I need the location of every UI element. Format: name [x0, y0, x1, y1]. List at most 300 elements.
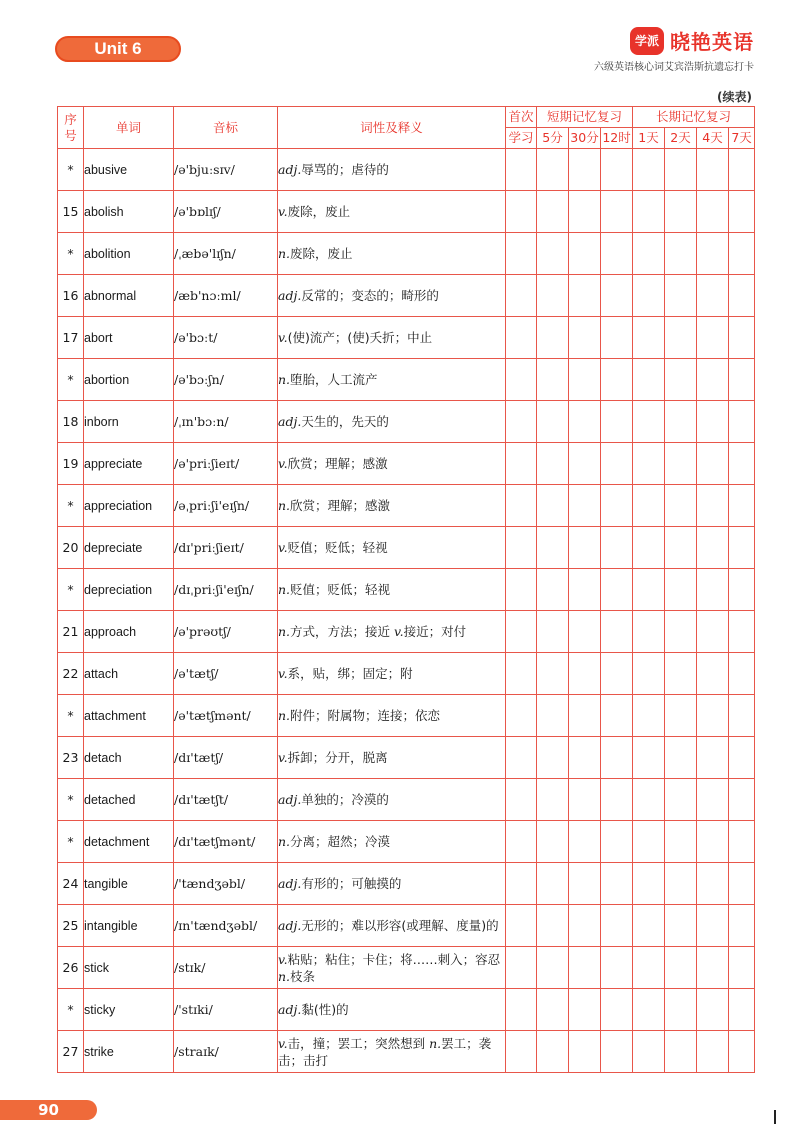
review-checkbox[interactable]	[633, 737, 665, 779]
review-checkbox[interactable]	[665, 611, 697, 653]
table-row	[58, 233, 755, 275]
review-checkbox[interactable]	[537, 401, 569, 443]
review-checkbox[interactable]	[729, 1031, 755, 1073]
row-number: 24	[58, 863, 84, 905]
review-checkbox[interactable]	[729, 905, 755, 947]
review-checkbox[interactable]	[729, 569, 755, 611]
review-checkbox[interactable]	[633, 401, 665, 443]
row-phonetic: /dɪˌpriːʃi'eɪʃn/	[174, 569, 278, 611]
review-checkbox[interactable]	[569, 695, 601, 737]
row-phonetic: /'tændʒəbl/	[174, 863, 278, 905]
table-body	[58, 149, 755, 1073]
review-checkbox[interactable]	[633, 233, 665, 275]
row-phonetic: /ɪn'tændʒəbl/	[174, 905, 278, 947]
review-checkbox[interactable]	[601, 527, 633, 569]
row-phonetic: /dɪ'tætʃt/	[174, 779, 278, 821]
first-study-checkbox[interactable]	[506, 905, 537, 947]
first-study-checkbox[interactable]	[506, 317, 537, 359]
first-study-checkbox[interactable]	[506, 191, 537, 233]
review-checkbox[interactable]	[569, 905, 601, 947]
part-of-speech: n.	[278, 372, 291, 387]
row-phonetic: /straɪk/	[174, 1031, 278, 1073]
review-checkbox[interactable]	[729, 989, 755, 1031]
review-checkbox[interactable]	[697, 947, 729, 989]
row-phonetic: /dɪ'tætʃ/	[174, 737, 278, 779]
part-of-speech: n.	[278, 708, 291, 723]
part-of-speech: n.	[278, 968, 291, 984]
row-phonetic: /ə'bɔːt/	[174, 317, 278, 359]
row-phonetic: /ə'prəʊtʃ/	[174, 611, 278, 653]
review-checkbox[interactable]	[729, 149, 755, 191]
row-definition	[278, 905, 506, 947]
part-of-speech: v.	[278, 666, 288, 681]
review-checkbox[interactable]	[569, 989, 601, 1031]
row-phonetic: /stɪk/	[174, 947, 278, 989]
definition-text: 欣赏；理解；感激	[290, 498, 391, 513]
review-checkbox[interactable]	[601, 485, 633, 527]
review-checkbox[interactable]	[569, 149, 601, 191]
row-definition	[278, 317, 506, 359]
header-interval: 7天	[729, 128, 755, 149]
review-checkbox[interactable]	[697, 653, 729, 695]
first-study-checkbox[interactable]	[506, 569, 537, 611]
review-checkbox[interactable]	[697, 737, 729, 779]
review-checkbox[interactable]	[633, 863, 665, 905]
part-of-speech: v.	[278, 951, 288, 967]
header-long-term: 长期记忆复习	[633, 107, 755, 128]
review-checkbox[interactable]	[697, 989, 729, 1031]
review-checkbox[interactable]	[697, 569, 729, 611]
review-checkbox[interactable]	[729, 275, 755, 317]
review-checkbox[interactable]	[537, 485, 569, 527]
row-definition	[278, 611, 506, 653]
brand-subtitle: 六级英语核心词艾宾浩斯抗遗忘打卡	[594, 62, 754, 73]
row-number: *	[58, 989, 84, 1031]
brand-name: 晓艳英语	[670, 30, 754, 54]
row-definition	[278, 695, 506, 737]
table-row	[58, 275, 755, 317]
table-row	[58, 401, 755, 443]
review-checkbox[interactable]	[633, 485, 665, 527]
header-interval: 12时	[601, 128, 633, 149]
review-checkbox[interactable]	[633, 1031, 665, 1073]
table-row	[58, 779, 755, 821]
part-of-speech: adj.	[278, 414, 302, 429]
row-number: 15	[58, 191, 84, 233]
row-definition	[278, 821, 506, 863]
row-definition	[278, 527, 506, 569]
row-number: 17	[58, 317, 84, 359]
review-checkbox[interactable]	[633, 275, 665, 317]
review-checkbox[interactable]	[697, 1031, 729, 1073]
definition-text: 废除，废止	[287, 204, 351, 219]
review-checkbox[interactable]	[569, 527, 601, 569]
review-checkbox[interactable]	[537, 653, 569, 695]
review-checkbox[interactable]	[601, 611, 633, 653]
first-study-checkbox[interactable]	[506, 527, 537, 569]
table-row	[58, 191, 755, 233]
definition-text: 欣赏；理解；感激	[287, 456, 388, 471]
review-checkbox[interactable]	[697, 695, 729, 737]
review-checkbox[interactable]	[633, 947, 665, 989]
first-study-checkbox[interactable]	[506, 275, 537, 317]
review-checkbox[interactable]	[729, 191, 755, 233]
review-checkbox[interactable]	[601, 191, 633, 233]
review-checkbox[interactable]	[633, 821, 665, 863]
review-checkbox[interactable]	[729, 863, 755, 905]
review-checkbox[interactable]	[633, 149, 665, 191]
review-checkbox[interactable]	[601, 863, 633, 905]
header-short-term: 短期记忆复习	[537, 107, 633, 128]
first-study-checkbox[interactable]	[506, 149, 537, 191]
review-checkbox[interactable]	[633, 989, 665, 1031]
row-definition	[278, 443, 506, 485]
row-word: approach	[84, 611, 174, 653]
review-checkbox[interactable]	[537, 737, 569, 779]
first-study-checkbox[interactable]	[506, 443, 537, 485]
row-definition	[278, 947, 506, 989]
row-phonetic: /ˌɪn'bɔːn/	[174, 401, 278, 443]
header-word: 单词	[84, 107, 174, 149]
first-study-checkbox[interactable]	[506, 359, 537, 401]
review-checkbox[interactable]	[697, 611, 729, 653]
row-phonetic: /æb'nɔːml/	[174, 275, 278, 317]
review-checkbox[interactable]	[665, 947, 697, 989]
review-checkbox[interactable]	[537, 863, 569, 905]
review-checkbox[interactable]	[537, 233, 569, 275]
review-checkbox[interactable]	[697, 863, 729, 905]
row-word: abolish	[84, 191, 174, 233]
review-checkbox[interactable]	[697, 233, 729, 275]
review-checkbox[interactable]	[729, 359, 755, 401]
review-checkbox[interactable]	[537, 695, 569, 737]
row-phonetic: /dɪ'priːʃieɪt/	[174, 527, 278, 569]
vocab-table	[57, 106, 755, 1073]
part-of-speech: n.	[278, 246, 291, 261]
review-checkbox[interactable]	[569, 611, 601, 653]
row-definition	[278, 569, 506, 611]
row-phonetic: /ə'bjuːsɪv/	[174, 149, 278, 191]
review-checkbox[interactable]	[601, 275, 633, 317]
row-phonetic: /əˌpriːʃi'eɪʃn/	[174, 485, 278, 527]
table-row	[58, 737, 755, 779]
review-checkbox[interactable]	[601, 737, 633, 779]
first-study-checkbox[interactable]	[506, 863, 537, 905]
review-checkbox[interactable]	[569, 233, 601, 275]
definition-text: 反常的；变态的；畸形的	[301, 288, 439, 303]
header-meaning: 词性及释义	[278, 107, 506, 149]
definition-text: 系，贴，绑；固定；附	[287, 666, 413, 681]
row-definition	[278, 191, 506, 233]
review-checkbox[interactable]	[537, 527, 569, 569]
review-checkbox[interactable]	[633, 653, 665, 695]
definition-text: 拆卸；分开，脱离	[287, 750, 388, 765]
review-checkbox[interactable]	[537, 443, 569, 485]
row-word: abusive	[84, 149, 174, 191]
first-study-checkbox[interactable]	[506, 401, 537, 443]
review-checkbox[interactable]	[569, 1031, 601, 1073]
review-checkbox[interactable]	[729, 527, 755, 569]
row-word: intangible	[84, 905, 174, 947]
review-checkbox[interactable]	[665, 779, 697, 821]
review-checkbox[interactable]	[697, 359, 729, 401]
header-interval: 1天	[633, 128, 665, 149]
review-checkbox[interactable]	[665, 317, 697, 359]
review-checkbox[interactable]	[697, 401, 729, 443]
definition-text: 贬值；贬低；轻视	[290, 582, 391, 597]
part-of-speech: adj.	[278, 792, 302, 807]
review-checkbox[interactable]	[569, 947, 601, 989]
review-checkbox[interactable]	[665, 443, 697, 485]
review-checkbox[interactable]	[537, 317, 569, 359]
review-checkbox[interactable]	[665, 149, 697, 191]
header-first-study-bottom: 学习	[506, 128, 537, 149]
review-checkbox[interactable]	[665, 485, 697, 527]
definition-text: 黏(性)的	[301, 1002, 349, 1017]
review-checkbox[interactable]	[537, 191, 569, 233]
review-checkbox[interactable]	[537, 569, 569, 611]
review-checkbox[interactable]	[697, 905, 729, 947]
review-checkbox[interactable]	[601, 779, 633, 821]
table-header	[58, 107, 755, 149]
review-checkbox[interactable]	[633, 359, 665, 401]
review-checkbox[interactable]	[569, 275, 601, 317]
review-checkbox[interactable]	[537, 359, 569, 401]
review-checkbox[interactable]	[729, 695, 755, 737]
table-row	[58, 989, 755, 1031]
brand	[630, 26, 754, 55]
review-checkbox[interactable]	[569, 485, 601, 527]
definition-text: 粘贴；粘住；卡住；将……刺入；容忍	[287, 951, 501, 967]
row-phonetic: /ə'bɒlɪʃ/	[174, 191, 278, 233]
review-checkbox[interactable]	[601, 401, 633, 443]
review-checkbox[interactable]	[729, 443, 755, 485]
review-checkbox[interactable]	[537, 989, 569, 1031]
review-checkbox[interactable]	[729, 485, 755, 527]
row-number: 22	[58, 653, 84, 695]
row-phonetic: /ə'priːʃieɪt/	[174, 443, 278, 485]
review-checkbox[interactable]	[665, 233, 697, 275]
definition-text: 贬值；贬低；轻视	[287, 540, 388, 555]
review-checkbox[interactable]	[601, 653, 633, 695]
part-of-speech: n.	[278, 582, 291, 597]
review-checkbox[interactable]	[665, 359, 697, 401]
definition-text: 单独的；冷漠的	[301, 792, 389, 807]
definition-text: 无形的；难以形容(或理解、度量)的	[301, 918, 499, 933]
review-checkbox[interactable]	[569, 359, 601, 401]
review-checkbox[interactable]	[569, 863, 601, 905]
row-number: 18	[58, 401, 84, 443]
review-checkbox[interactable]	[569, 401, 601, 443]
row-phonetic: /dɪ'tætʃmənt/	[174, 821, 278, 863]
first-study-checkbox[interactable]	[506, 233, 537, 275]
row-word: detachment	[84, 821, 174, 863]
row-phonetic: /'stɪki/	[174, 989, 278, 1031]
review-checkbox[interactable]	[729, 653, 755, 695]
table-row	[58, 1031, 755, 1073]
review-checkbox[interactable]	[665, 863, 697, 905]
review-checkbox[interactable]	[729, 401, 755, 443]
review-checkbox[interactable]	[697, 149, 729, 191]
review-checkbox[interactable]	[601, 233, 633, 275]
first-study-checkbox[interactable]	[506, 485, 537, 527]
review-checkbox[interactable]	[537, 611, 569, 653]
review-checkbox[interactable]	[537, 275, 569, 317]
row-definition	[278, 863, 506, 905]
review-checkbox[interactable]	[633, 779, 665, 821]
review-checkbox[interactable]	[665, 191, 697, 233]
review-checkbox[interactable]	[697, 275, 729, 317]
table-row	[58, 653, 755, 695]
review-checkbox[interactable]	[633, 611, 665, 653]
first-study-checkbox[interactable]	[506, 695, 537, 737]
review-checkbox[interactable]	[697, 317, 729, 359]
continued-label: (续表)	[717, 90, 752, 104]
part-of-speech: adj.	[278, 876, 302, 891]
review-checkbox[interactable]	[537, 947, 569, 989]
definition-text: 方式，方法；接近	[290, 624, 391, 639]
table-row	[58, 443, 755, 485]
review-checkbox[interactable]	[665, 653, 697, 695]
row-word: stick	[84, 947, 174, 989]
review-checkbox[interactable]	[729, 317, 755, 359]
review-checkbox[interactable]	[601, 569, 633, 611]
review-checkbox[interactable]	[569, 443, 601, 485]
header-interval: 2天	[665, 128, 697, 149]
definition-text: 分离；超然；冷漠	[290, 834, 391, 849]
review-checkbox[interactable]	[601, 1031, 633, 1073]
row-word: strike	[84, 1031, 174, 1073]
review-checkbox[interactable]	[537, 1031, 569, 1073]
first-study-checkbox[interactable]	[506, 1031, 537, 1073]
review-checkbox[interactable]	[665, 821, 697, 863]
review-checkbox[interactable]	[697, 191, 729, 233]
review-checkbox[interactable]	[537, 821, 569, 863]
review-checkbox[interactable]	[601, 821, 633, 863]
row-word: sticky	[84, 989, 174, 1031]
review-checkbox[interactable]	[601, 359, 633, 401]
review-checkbox[interactable]	[537, 149, 569, 191]
part-of-speech: v.	[278, 330, 288, 345]
review-checkbox[interactable]	[665, 989, 697, 1031]
row-definition	[278, 989, 506, 1031]
review-checkbox[interactable]	[729, 821, 755, 863]
review-checkbox[interactable]	[665, 737, 697, 779]
row-phonetic: /ə'tætʃ/	[174, 653, 278, 695]
definition-text: 枝条	[290, 968, 316, 984]
table-row	[58, 569, 755, 611]
review-checkbox[interactable]	[633, 527, 665, 569]
review-checkbox[interactable]	[569, 737, 601, 779]
review-checkbox[interactable]	[665, 275, 697, 317]
review-checkbox[interactable]	[665, 569, 697, 611]
review-checkbox[interactable]	[633, 191, 665, 233]
review-checkbox[interactable]	[569, 191, 601, 233]
first-study-checkbox[interactable]	[506, 947, 537, 989]
table-row	[58, 527, 755, 569]
part-of-speech: n.	[278, 834, 291, 849]
unit-badge: Unit 6	[55, 36, 181, 62]
review-checkbox[interactable]	[537, 779, 569, 821]
review-checkbox[interactable]	[633, 569, 665, 611]
header-interval: 5分	[537, 128, 569, 149]
part-of-speech: v.	[278, 456, 288, 471]
review-checkbox[interactable]	[665, 1031, 697, 1073]
first-study-checkbox[interactable]	[506, 779, 537, 821]
review-checkbox[interactable]	[569, 569, 601, 611]
table-row	[58, 149, 755, 191]
review-checkbox[interactable]	[633, 905, 665, 947]
review-checkbox[interactable]	[569, 653, 601, 695]
review-checkbox[interactable]	[665, 527, 697, 569]
first-study-checkbox[interactable]	[506, 653, 537, 695]
review-checkbox[interactable]	[697, 821, 729, 863]
review-checkbox[interactable]	[601, 149, 633, 191]
review-checkbox[interactable]	[729, 737, 755, 779]
first-study-checkbox[interactable]	[506, 821, 537, 863]
row-definition	[278, 653, 506, 695]
definition-text: 堕胎，人工流产	[290, 372, 378, 387]
review-checkbox[interactable]	[697, 485, 729, 527]
review-checkbox[interactable]	[633, 317, 665, 359]
header-first-study-top: 首次	[506, 107, 537, 128]
row-number: *	[58, 149, 84, 191]
row-word: abortion	[84, 359, 174, 401]
table-row	[58, 695, 755, 737]
part-of-speech: adj.	[278, 162, 302, 177]
review-checkbox[interactable]	[665, 905, 697, 947]
first-study-checkbox[interactable]	[506, 737, 537, 779]
review-checkbox[interactable]	[729, 233, 755, 275]
review-checkbox[interactable]	[697, 443, 729, 485]
table-row	[58, 947, 755, 989]
brand-logo-icon: 学派	[630, 27, 664, 55]
review-checkbox[interactable]	[601, 947, 633, 989]
review-checkbox[interactable]	[697, 779, 729, 821]
review-checkbox[interactable]	[633, 443, 665, 485]
row-word: depreciation	[84, 569, 174, 611]
review-checkbox[interactable]	[601, 905, 633, 947]
part-of-speech: adj.	[278, 1002, 302, 1017]
first-study-checkbox[interactable]	[506, 611, 537, 653]
definition-text: 天生的，先天的	[301, 414, 389, 429]
review-checkbox[interactable]	[729, 779, 755, 821]
row-number: 27	[58, 1031, 84, 1073]
review-checkbox[interactable]	[633, 695, 665, 737]
review-checkbox[interactable]	[569, 317, 601, 359]
review-checkbox[interactable]	[697, 527, 729, 569]
table-row	[58, 905, 755, 947]
row-word: depreciate	[84, 527, 174, 569]
header-phonetic: 音标	[174, 107, 278, 149]
review-checkbox[interactable]	[729, 947, 755, 989]
review-checkbox[interactable]	[729, 611, 755, 653]
review-checkbox[interactable]	[601, 443, 633, 485]
review-checkbox[interactable]	[537, 905, 569, 947]
review-checkbox[interactable]	[601, 695, 633, 737]
review-checkbox[interactable]	[601, 317, 633, 359]
review-checkbox[interactable]	[601, 989, 633, 1031]
row-phonetic: /ə'tætʃmənt/	[174, 695, 278, 737]
review-checkbox[interactable]	[665, 401, 697, 443]
row-number: 20	[58, 527, 84, 569]
review-checkbox[interactable]	[569, 821, 601, 863]
review-checkbox[interactable]	[665, 695, 697, 737]
row-number: 23	[58, 737, 84, 779]
part-of-speech: n.	[278, 624, 291, 639]
first-study-checkbox[interactable]	[506, 989, 537, 1031]
review-checkbox[interactable]	[569, 779, 601, 821]
